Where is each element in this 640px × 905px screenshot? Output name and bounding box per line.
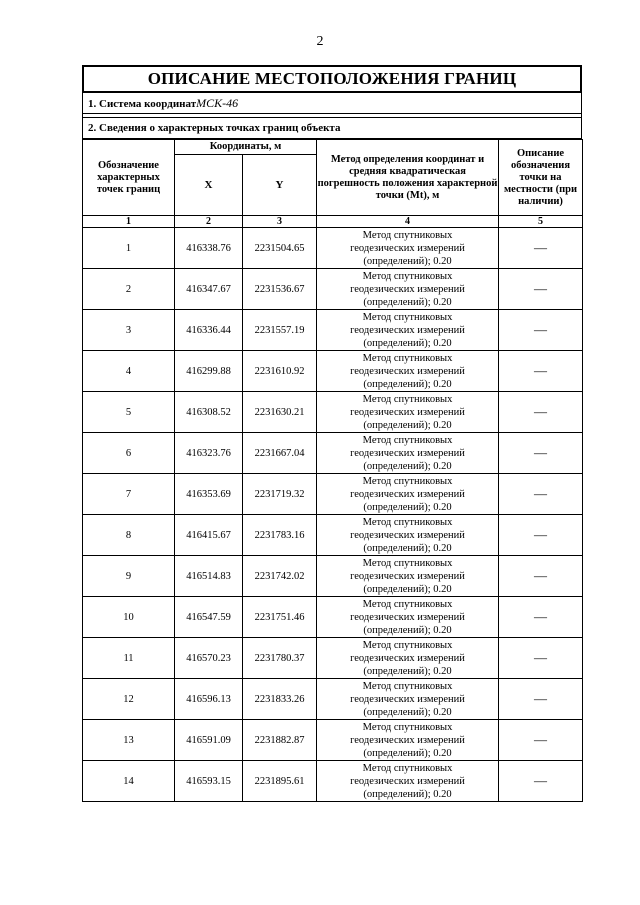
boundary-description-form — [82, 65, 582, 802]
table-body — [83, 228, 583, 802]
method-line: геодезических измерений — [350, 324, 465, 336]
method-cell — [317, 515, 499, 556]
method-line: Метод спутниковых — [362, 229, 453, 241]
method-line: геодезических измерений — [350, 734, 465, 746]
point-id: 3 — [83, 310, 175, 351]
method-line: Метод спутниковых — [362, 516, 453, 528]
coord-x: 416514.83 — [175, 556, 243, 597]
method-line: (определений); 0.20 — [363, 665, 452, 677]
table-row — [83, 679, 583, 720]
column-number: 4 — [317, 216, 499, 228]
coord-y: 2231895.61 — [243, 761, 317, 802]
column-number: 3 — [243, 216, 317, 228]
header-method: Метод определения координат и средняя квадратическая погрешность положения характерной точки (Mt), м — [317, 140, 499, 216]
coord-x: 416596.13 — [175, 679, 243, 720]
point-id: 7 — [83, 474, 175, 515]
point-id: 5 — [83, 392, 175, 433]
column-number: 2 — [175, 216, 243, 228]
method-line: Метод спутниковых — [362, 557, 453, 569]
coord-x: 416308.52 — [175, 392, 243, 433]
method-line: (определений); 0.20 — [363, 501, 452, 513]
method-cell — [317, 720, 499, 761]
coord-x: 416591.09 — [175, 720, 243, 761]
boundary-points-table — [82, 139, 583, 802]
point-id: 1 — [83, 228, 175, 269]
method-cell — [317, 556, 499, 597]
method-cell — [317, 310, 499, 351]
header-coordinates: Координаты, м — [175, 140, 317, 155]
point-description: — — [499, 679, 583, 720]
table-row — [83, 228, 583, 269]
method-cell — [317, 679, 499, 720]
method-line: геодезических измерений — [350, 406, 465, 418]
coord-y: 2231742.02 — [243, 556, 317, 597]
method-cell — [317, 761, 499, 802]
header-x: X — [175, 155, 243, 216]
method-line: (определений); 0.20 — [363, 542, 452, 554]
coord-y: 2231751.46 — [243, 597, 317, 638]
method-line: Метод спутниковых — [362, 434, 453, 446]
method-line: (определений); 0.20 — [363, 296, 452, 308]
header-description: Описание обозначения точки на местности (при наличии) — [499, 140, 583, 216]
method-line: Метод спутниковых — [362, 598, 453, 610]
header-point: Обозначение характерных точек границ — [83, 140, 175, 216]
point-id: 10 — [83, 597, 175, 638]
method-line: Метод спутниковых — [362, 270, 453, 282]
method-line: геодезических измерений — [350, 775, 465, 787]
method-cell — [317, 351, 499, 392]
method-line: геодезических измерений — [350, 693, 465, 705]
point-description: — — [499, 597, 583, 638]
method-line: геодезических измерений — [350, 570, 465, 582]
point-description: — — [499, 228, 583, 269]
table-row — [83, 597, 583, 638]
method-line: (определений); 0.20 — [363, 583, 452, 595]
method-line: Метод спутниковых — [362, 475, 453, 487]
method-line: геодезических измерений — [350, 365, 465, 377]
document-title: ОПИСАНИЕ МЕСТОПОЛОЖЕНИЯ ГРАНИЦ — [82, 65, 582, 93]
point-description: — — [499, 351, 583, 392]
point-description: — — [499, 269, 583, 310]
point-description: — — [499, 392, 583, 433]
point-description: — — [499, 433, 583, 474]
column-number: 5 — [499, 216, 583, 228]
coord-x: 416299.88 — [175, 351, 243, 392]
table-row — [83, 761, 583, 802]
method-line: Метод спутниковых — [362, 352, 453, 364]
point-description: — — [499, 720, 583, 761]
coord-x: 416353.69 — [175, 474, 243, 515]
method-line: геодезических измерений — [350, 652, 465, 664]
method-line: (определений); 0.20 — [363, 378, 452, 390]
column-numbers-row — [83, 216, 583, 228]
point-id: 4 — [83, 351, 175, 392]
method-cell — [317, 269, 499, 310]
method-line: (определений); 0.20 — [363, 747, 452, 759]
coord-y: 2231719.32 — [243, 474, 317, 515]
point-id: 13 — [83, 720, 175, 761]
coord-y: 2231536.67 — [243, 269, 317, 310]
coord-x: 416336.44 — [175, 310, 243, 351]
coord-y: 2231882.87 — [243, 720, 317, 761]
coordinate-system-label: 1. Система координат — [88, 98, 197, 110]
coord-y: 2231630.21 — [243, 392, 317, 433]
page-number: 2 — [316, 34, 324, 49]
point-id: 12 — [83, 679, 175, 720]
coord-y: 2231780.37 — [243, 638, 317, 679]
method-line: (определений); 0.20 — [363, 624, 452, 636]
method-line: геодезических измерений — [350, 447, 465, 459]
method-line: (определений); 0.20 — [363, 419, 452, 431]
coord-x: 416415.67 — [175, 515, 243, 556]
point-id: 9 — [83, 556, 175, 597]
method-line: (определений); 0.20 — [363, 337, 452, 349]
table-row — [83, 556, 583, 597]
coord-x: 416338.76 — [175, 228, 243, 269]
method-cell — [317, 474, 499, 515]
table-row — [83, 392, 583, 433]
table-row — [83, 638, 583, 679]
point-description: — — [499, 474, 583, 515]
method-cell — [317, 228, 499, 269]
method-line: геодезических измерений — [350, 611, 465, 623]
table-row — [83, 720, 583, 761]
coord-x: 416323.76 — [175, 433, 243, 474]
method-cell — [317, 392, 499, 433]
method-cell — [317, 638, 499, 679]
table-row — [83, 351, 583, 392]
coord-y: 2231504.65 — [243, 228, 317, 269]
method-line: геодезических измерений — [350, 242, 465, 254]
method-line: (определений); 0.20 — [363, 460, 452, 472]
coord-x: 416347.67 — [175, 269, 243, 310]
table-row — [83, 433, 583, 474]
method-line: (определений); 0.20 — [363, 706, 452, 718]
coord-x: 416547.59 — [175, 597, 243, 638]
point-id: 8 — [83, 515, 175, 556]
table-row — [83, 269, 583, 310]
point-description: — — [499, 761, 583, 802]
header-y: Y — [243, 155, 317, 216]
coord-y: 2231610.92 — [243, 351, 317, 392]
method-line: Метод спутниковых — [362, 311, 453, 323]
method-cell — [317, 597, 499, 638]
coord-y: 2231557.19 — [243, 310, 317, 351]
coordinate-system-value: МСК-46 — [196, 96, 239, 110]
method-line: Метод спутниковых — [362, 680, 453, 692]
coord-y: 2231667.04 — [243, 433, 317, 474]
coordinate-system-row — [82, 93, 582, 114]
method-line: геодезических измерений — [350, 529, 465, 541]
method-line: Метод спутниковых — [362, 721, 453, 733]
points-section-heading: 2. Сведения о характерных точках границ объекта — [82, 117, 582, 139]
method-line: Метод спутниковых — [362, 762, 453, 774]
table-row — [83, 474, 583, 515]
table-row — [83, 310, 583, 351]
coord-x: 416593.15 — [175, 761, 243, 802]
point-id: 14 — [83, 761, 175, 802]
method-line: (определений); 0.20 — [363, 255, 452, 267]
method-cell — [317, 433, 499, 474]
point-id: 2 — [83, 269, 175, 310]
method-line: геодезических измерений — [350, 283, 465, 295]
method-line: Метод спутниковых — [362, 639, 453, 651]
table-row — [83, 515, 583, 556]
coord-y: 2231783.16 — [243, 515, 317, 556]
point-description: — — [499, 310, 583, 351]
coord-x: 416570.23 — [175, 638, 243, 679]
method-line: (определений); 0.20 — [363, 788, 452, 800]
coord-y: 2231833.26 — [243, 679, 317, 720]
method-line: Метод спутниковых — [362, 393, 453, 405]
column-number: 1 — [83, 216, 175, 228]
point-id: 11 — [83, 638, 175, 679]
method-line: геодезических измерений — [350, 488, 465, 500]
point-description: — — [499, 515, 583, 556]
point-description: — — [499, 556, 583, 597]
point-id: 6 — [83, 433, 175, 474]
point-description: — — [499, 638, 583, 679]
